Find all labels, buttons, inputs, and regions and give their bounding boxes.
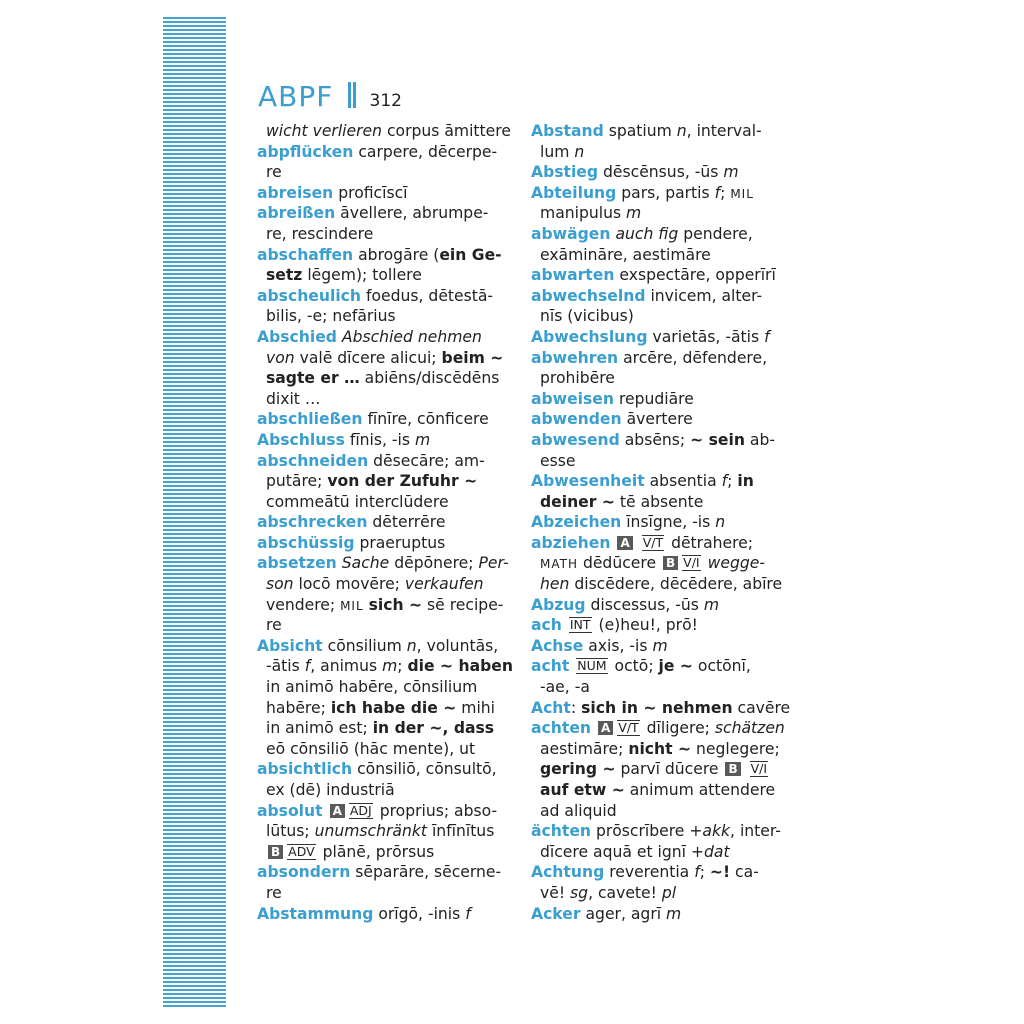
headword: abscheulich xyxy=(257,286,362,305)
translation-text: orīgō, -inis xyxy=(373,904,466,923)
entry-line xyxy=(257,389,509,410)
translation-text: , animus xyxy=(310,657,383,676)
entry-line xyxy=(257,595,509,616)
translation-text: prōscrībere xyxy=(591,822,690,841)
translation-text: octō; xyxy=(609,657,659,676)
headword: abpflücken xyxy=(257,142,354,161)
headword: abreißen xyxy=(257,204,336,223)
headword: abwehren xyxy=(531,348,619,367)
translation-text: dīligere; xyxy=(641,719,715,738)
headword: ächten xyxy=(531,822,591,841)
entry-line xyxy=(257,368,509,389)
translation-text: bilis, -e; nefārius xyxy=(266,307,396,326)
entry-line xyxy=(531,759,783,780)
italic-note: sg xyxy=(570,883,589,902)
entry-line xyxy=(531,780,783,801)
translation-text: praeruptus xyxy=(354,533,446,552)
entry-line xyxy=(531,183,783,204)
translation-text: in animō habēre, cōnsilium xyxy=(266,678,478,697)
entry-line xyxy=(531,636,783,657)
sense-marker: B xyxy=(663,556,678,570)
italic-note: m xyxy=(666,904,682,923)
entry-line xyxy=(531,739,783,760)
translation-text: (e)heu!, prō! xyxy=(593,616,698,635)
entry-line xyxy=(531,162,783,183)
translation-text: proficīscī xyxy=(333,183,408,202)
translation-text xyxy=(569,657,574,675)
entry-line xyxy=(531,492,783,513)
entry-line xyxy=(531,389,783,410)
headword: Abstieg xyxy=(531,163,599,182)
entry-line xyxy=(257,162,509,183)
sense-marker: B xyxy=(268,845,283,859)
translation-text: ; xyxy=(720,183,731,202)
entry-line xyxy=(257,677,509,698)
grammar-label: INT xyxy=(569,617,591,633)
italic-note: wegge- xyxy=(707,554,765,573)
dictionary-column-left xyxy=(257,121,513,924)
translation-text xyxy=(610,534,615,552)
entry-line xyxy=(257,142,509,163)
translation-text xyxy=(591,719,596,737)
entry-line xyxy=(257,821,509,842)
translation-text: abiēns/discēdēns xyxy=(359,369,500,388)
entry-line xyxy=(531,801,783,822)
headword: abwarten xyxy=(531,266,615,285)
translation-text: foedus, dētestā- xyxy=(361,286,494,305)
translation-text: locō movēre; xyxy=(293,575,405,594)
italic-note: verkaufen xyxy=(404,575,484,594)
translation-text: āvertere xyxy=(621,410,693,429)
entry-line xyxy=(257,780,509,801)
translation-text: re, rescindere xyxy=(266,224,374,243)
bold-phrase: je ~ xyxy=(658,657,693,676)
translation-text xyxy=(562,616,567,634)
translation-text: -ae, -a xyxy=(540,678,590,697)
italic-note: f xyxy=(304,657,311,676)
italic-note: Sache xyxy=(341,554,390,573)
entry-line xyxy=(531,574,783,595)
translation-text: eō cōnsiliō (hāc mente), ut xyxy=(266,739,476,758)
domain-label: MIL xyxy=(340,598,364,613)
italic-note: f xyxy=(764,327,770,346)
entry-line xyxy=(531,265,783,286)
translation-text: dēterrēre xyxy=(367,513,446,532)
entry-line xyxy=(531,718,783,739)
italic-note: f xyxy=(721,472,728,491)
entry-line xyxy=(257,636,509,657)
translation-text: ; xyxy=(727,472,738,491)
translation-text: , voluntās, xyxy=(416,636,499,655)
grammar-label: ADV xyxy=(288,843,315,859)
headword: abreisen xyxy=(257,183,334,202)
italic-note: m xyxy=(382,657,398,676)
bold-phrase: auf etw ~ xyxy=(540,781,625,799)
headword: abschließen xyxy=(257,410,363,429)
entry-line xyxy=(531,512,783,533)
translation-text: reverentia xyxy=(604,863,695,882)
entry-line xyxy=(257,265,509,286)
entry-line xyxy=(531,595,783,616)
entry-line xyxy=(531,656,783,677)
translation-text: putāre; xyxy=(266,472,328,491)
translation-text: exāmināre, aestimāre xyxy=(540,245,711,264)
italic-note: m xyxy=(626,204,642,223)
sense-marker: A xyxy=(598,721,613,735)
headword: abschrecken xyxy=(257,513,368,532)
italic-note: +dat xyxy=(690,842,730,861)
headword: absolut xyxy=(257,801,323,820)
grammar-label: V/I xyxy=(683,555,700,571)
translation-text: manipulus xyxy=(540,204,627,223)
headword: Absicht xyxy=(257,636,323,655)
translation-text: proprius; abso- xyxy=(374,801,498,820)
translation-text: : xyxy=(570,698,582,717)
headword: Achse xyxy=(531,636,584,655)
headword: absetzen xyxy=(257,554,337,573)
translation-text: tē absente xyxy=(614,492,704,511)
translation-text: dīcere aquā et ignī xyxy=(540,842,691,861)
bold-phrase: ich habe die ~ xyxy=(330,698,457,717)
decorative-side-stripe xyxy=(163,17,226,1007)
translation-text: esse xyxy=(540,451,576,470)
translation-text xyxy=(635,534,640,552)
sense-marker: A xyxy=(617,536,632,550)
headword: Abzug xyxy=(531,595,586,614)
entry-line xyxy=(257,286,509,307)
entry-line xyxy=(531,883,783,904)
headword: abschaffen xyxy=(257,245,354,264)
translation-text: corpus āmittere xyxy=(382,122,511,140)
italic-note: n xyxy=(676,122,687,140)
entry-line xyxy=(257,492,509,513)
entry-line xyxy=(531,451,783,472)
translation-text: plānē, prōrsus xyxy=(317,842,435,861)
translation-text: varietās, -ātis xyxy=(647,327,765,346)
entry-line xyxy=(257,656,513,677)
domain-label: MIL xyxy=(730,186,754,201)
entry-line xyxy=(257,306,509,327)
entry-line xyxy=(531,904,783,925)
bold-phrase: setz xyxy=(266,266,303,285)
entry-line xyxy=(257,533,509,554)
italic-note: n xyxy=(406,636,417,655)
entry-line xyxy=(257,883,509,904)
translation-text: neglegere; xyxy=(691,739,780,758)
bold-phrase: beim ~ xyxy=(441,348,504,367)
headword: abziehen xyxy=(531,533,611,552)
translation-text: lum xyxy=(540,142,575,161)
translation-text: invicem, alter- xyxy=(645,286,763,305)
headword: abschüssig xyxy=(257,533,355,552)
entry-line xyxy=(257,718,509,739)
translation-text: in animō est; xyxy=(266,719,373,738)
translation-text: commeātū interclūdere xyxy=(266,492,449,511)
entry-line xyxy=(257,553,509,574)
entry-line xyxy=(531,245,783,266)
translation-text: cavēre xyxy=(732,698,791,717)
translation-text xyxy=(743,760,748,778)
italic-note: n xyxy=(574,142,585,161)
translation-text: īnfīnītus xyxy=(426,822,495,841)
entry-line xyxy=(257,409,509,430)
translation-text: , inter- xyxy=(730,822,781,841)
italic-note: son xyxy=(266,575,294,594)
italic-note: m xyxy=(703,595,720,614)
italic-note: m xyxy=(723,163,739,182)
entry-line xyxy=(257,245,509,266)
translation-text: fīnīre, cōnficere xyxy=(362,410,489,429)
headword: abwenden xyxy=(531,410,622,429)
translation-text: fīnis, -is xyxy=(344,430,415,449)
entry-line xyxy=(531,121,783,142)
entry-line xyxy=(257,471,509,492)
translation-text: spatium xyxy=(603,122,677,140)
italic-note: von xyxy=(266,348,295,367)
translation-text xyxy=(323,802,328,820)
entry-line xyxy=(257,698,509,719)
headword: Acker xyxy=(531,904,581,923)
entry-line xyxy=(257,615,509,636)
translation-text: absentia xyxy=(644,472,722,491)
translation-text: āvellere, abrumpe- xyxy=(335,204,489,223)
entry-line xyxy=(531,821,783,842)
italic-note: wicht verlieren xyxy=(266,122,382,140)
entry-line xyxy=(257,203,509,224)
italic-note: Per- xyxy=(478,554,509,573)
translation-text: pars, partis xyxy=(616,183,715,202)
translation-text: re xyxy=(266,616,282,635)
bold-phrase: sich in ~ nehmen xyxy=(581,698,733,717)
translation-text: discessus, -ūs xyxy=(585,595,704,614)
headword: ach xyxy=(531,616,562,635)
italic-note: +akk xyxy=(689,822,731,841)
translation-text: cōnsilium xyxy=(322,636,407,655)
translation-text: repudiāre xyxy=(613,389,694,408)
entry-line xyxy=(257,842,509,863)
entry-line xyxy=(257,327,509,348)
translation-text: ex (dē) industriā xyxy=(266,781,395,799)
entry-line xyxy=(531,430,783,451)
translation-text: absēns; xyxy=(619,430,691,449)
sense-marker: B xyxy=(725,762,740,776)
headword: Abwesenheit xyxy=(531,472,645,491)
translation-text: sēparāre, sēcerne- xyxy=(350,863,502,882)
headword: absondern xyxy=(257,863,351,882)
translation-text: cōnsiliō, cōnsultō, xyxy=(352,760,497,779)
translation-text: exspectāre, opperīrī xyxy=(614,266,776,285)
headword: Acht xyxy=(531,698,571,717)
entry-line xyxy=(531,862,783,883)
translation-text: mihi xyxy=(456,698,496,717)
italic-note: schätzen xyxy=(714,719,785,738)
headword: abwechselnd xyxy=(531,286,646,305)
entry-line xyxy=(257,739,509,760)
entry-line xyxy=(531,471,783,492)
header-divider xyxy=(348,82,356,108)
bold-phrase: deiner ~ xyxy=(540,492,615,511)
grammar-label: V/T xyxy=(642,534,664,550)
translation-text: nīs (vicibus) xyxy=(540,307,634,326)
entry-line xyxy=(257,451,509,472)
entry-line xyxy=(531,409,783,430)
headword: Abwechslung xyxy=(531,327,648,346)
italic-note: m xyxy=(414,430,431,449)
translation-text: dēdūcere xyxy=(577,554,662,573)
headword: Abstammung xyxy=(257,904,374,923)
translation-text: , interval- xyxy=(686,122,762,140)
entry-line xyxy=(257,121,509,142)
translation-text: pendere, xyxy=(678,224,753,243)
translation-text: re xyxy=(266,883,282,902)
italic-note: n xyxy=(715,513,726,532)
headword: abschneiden xyxy=(257,451,369,470)
bold-phrase: ~ sein xyxy=(690,430,745,449)
bold-phrase: in xyxy=(737,472,754,491)
translation-text: sē recipe- xyxy=(422,595,504,614)
italic-note: f xyxy=(694,863,700,882)
dictionary-column-right xyxy=(531,121,791,924)
entry-line xyxy=(531,286,783,307)
translation-text: prohibēre xyxy=(540,369,615,388)
entry-line xyxy=(257,862,509,883)
grammar-label: V/T xyxy=(618,720,639,736)
entry-line xyxy=(257,904,509,925)
bold-phrase: die ~ haben xyxy=(407,657,513,676)
headword: abwägen xyxy=(531,224,611,243)
bold-phrase: gering ~ xyxy=(540,760,616,779)
headword: Abstand xyxy=(531,122,604,140)
entry-line xyxy=(531,677,783,698)
entry-line xyxy=(531,368,783,389)
entry-line xyxy=(257,574,509,595)
headword: acht xyxy=(531,657,570,676)
bold-phrase: in der ~, dass xyxy=(372,719,495,738)
entry-line xyxy=(531,224,783,245)
entry-line xyxy=(257,801,509,822)
headword: abwesend xyxy=(531,430,620,449)
translation-text: parvī dūcere xyxy=(615,760,724,779)
translation-text: ; xyxy=(699,863,710,882)
translation-text: , cavete! xyxy=(588,883,662,902)
entry-line xyxy=(531,203,783,224)
bold-phrase: sich ~ xyxy=(368,595,423,614)
entry-line xyxy=(531,842,783,863)
headword: Abzeichen xyxy=(531,513,622,532)
header-letters: ABPF xyxy=(258,80,334,113)
bold-phrase: ~! xyxy=(709,863,731,882)
translation-text: ca- xyxy=(730,863,759,882)
translation-text: dēsecāre; am- xyxy=(368,451,485,470)
translation-text: dētrahere; xyxy=(666,533,754,552)
translation-text: vendere; xyxy=(266,595,341,614)
translation-text: valē dīcere alicui; xyxy=(294,348,442,367)
translation-text: ; xyxy=(397,657,408,676)
italic-note: f xyxy=(714,183,721,202)
entry-line xyxy=(531,553,783,574)
bold-phrase: sagte er … xyxy=(266,369,360,388)
translation-text: habēre; xyxy=(266,698,331,717)
entry-line xyxy=(257,348,509,369)
entry-line xyxy=(531,327,783,348)
grammar-label: V/I xyxy=(750,761,768,777)
entry-line xyxy=(257,183,509,204)
entry-line xyxy=(531,142,783,163)
translation-text: ager, agrī xyxy=(580,904,667,923)
grammar-label: ADJ xyxy=(349,802,372,818)
headword: achten xyxy=(531,719,591,738)
italic-note: f xyxy=(465,904,471,923)
translation-text: abrogāre ( xyxy=(353,245,440,264)
italic-note: m xyxy=(652,636,668,655)
entry-line xyxy=(257,759,509,780)
italic-note: Abschied nehmen xyxy=(341,327,482,346)
domain-label: MATH xyxy=(540,557,578,572)
entry-line xyxy=(531,306,783,327)
headword: Abteilung xyxy=(531,183,617,202)
translation-text: lūtus; xyxy=(266,822,315,841)
entry-line xyxy=(531,615,783,636)
entry-line xyxy=(531,533,783,554)
translation-text: -ātis xyxy=(266,657,305,676)
translation-text: aestimāre; xyxy=(540,739,629,758)
translation-text: octōnī, xyxy=(692,657,751,676)
translation-text: discēdere, dēcēdere, abīre xyxy=(569,575,783,594)
headword: Abschluss xyxy=(257,430,345,449)
italic-note: hen xyxy=(540,575,570,594)
translation-text: axis, -is xyxy=(583,636,653,655)
headword: abweisen xyxy=(531,389,614,408)
page-header xyxy=(258,80,402,113)
translation-text: dēscēnsus, -ūs xyxy=(598,163,724,182)
bold-phrase: nicht ~ xyxy=(628,739,692,758)
translation-text: re xyxy=(266,163,282,182)
entry-line xyxy=(531,348,783,369)
italic-note: pl xyxy=(661,883,677,902)
entry-line xyxy=(257,224,509,245)
translation-text: vē! xyxy=(540,883,571,902)
page-number: 312 xyxy=(369,91,402,111)
translation-text: carpere, dēcerpe- xyxy=(353,142,498,161)
entry-line xyxy=(257,512,509,533)
translation-text: animum attendere xyxy=(624,781,776,799)
sense-marker: A xyxy=(330,804,345,818)
headword: Abschied xyxy=(257,327,337,346)
translation-text: īnsīgne, -is xyxy=(621,513,716,532)
entry-line xyxy=(257,430,509,451)
translation-text: dēpōnere; xyxy=(389,554,479,573)
translation-text: arcēre, dēfendere, xyxy=(618,348,768,367)
italic-note: unumschränkt xyxy=(314,822,427,841)
italic-note: auch fig xyxy=(615,224,679,243)
headword: Achtung xyxy=(531,863,605,882)
bold-phrase: ein Ge- xyxy=(439,245,502,264)
translation-text: ab- xyxy=(744,430,776,449)
translation-text: ad aliquid xyxy=(540,801,617,820)
translation-text: lēgem); tollere xyxy=(302,266,422,285)
bold-phrase: von der Zufuhr ~ xyxy=(327,472,478,491)
headword: absichtlich xyxy=(257,760,353,779)
grammar-label: NUM xyxy=(577,658,607,674)
translation-text: dixit … xyxy=(266,389,321,408)
entry-line xyxy=(531,698,791,719)
